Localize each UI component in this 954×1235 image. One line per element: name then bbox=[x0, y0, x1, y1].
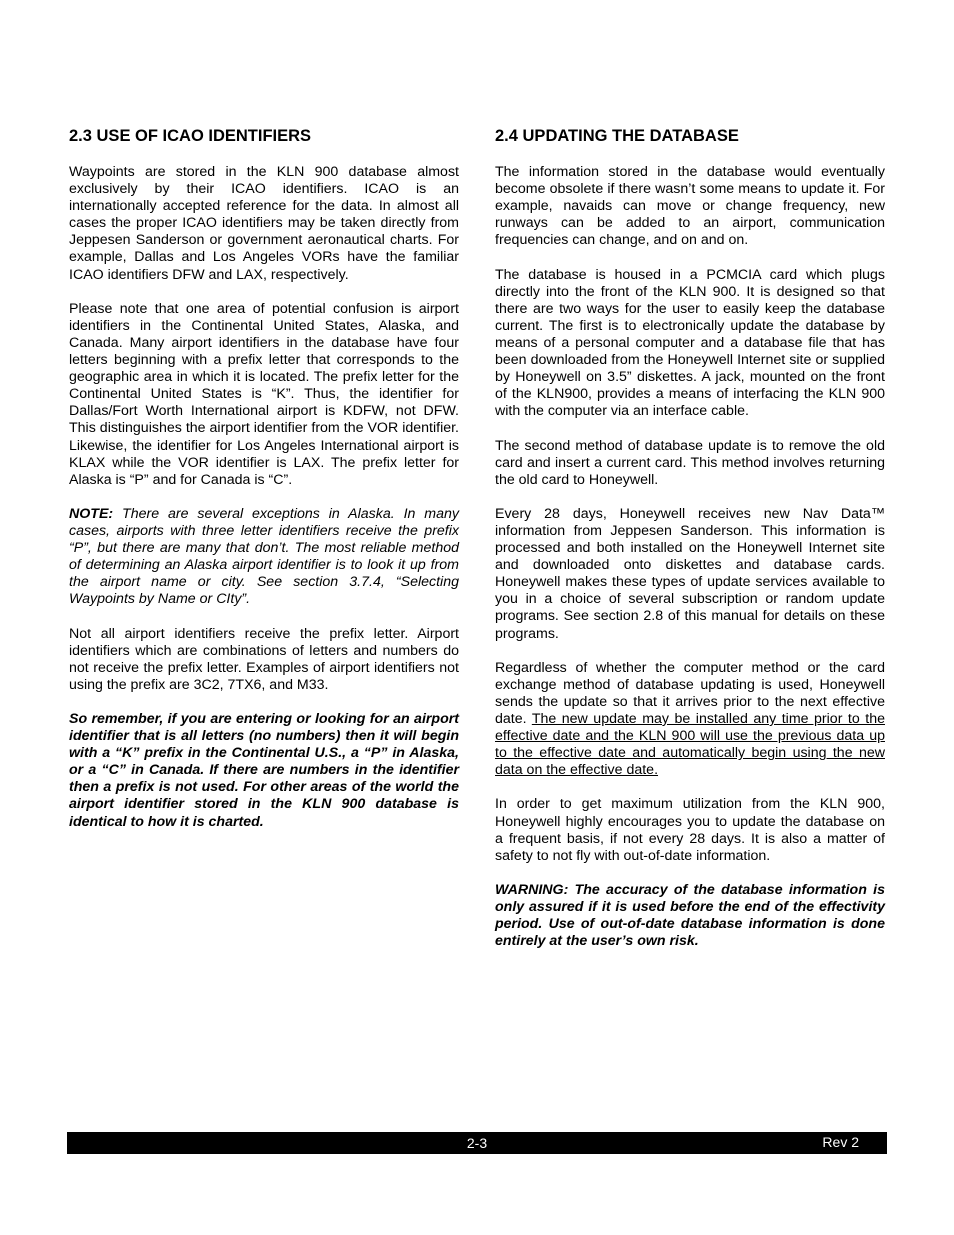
paragraph bbox=[495, 660, 885, 780]
section-heading-database: 2.4 UPDATING THE DATABASE bbox=[495, 127, 739, 145]
update-underlined-text: The new update may be installed any time prior to the effective date and the KLN 900 will use the previous data up to the effective date and automatically begin using the new data on the effective date. bbox=[495, 711, 885, 779]
warning-paragraph: WARNING: The accuracy of the database information is only assured if it is used before the end of the effectivity period. Use of out-of-date database information is done entirely at the user’s own risk. bbox=[495, 881, 885, 950]
paragraph: Waypoints are stored in the KLN 900 database almost exclusively by their ICAO identifiers. ICAO is an internationally accepted reference for the data. In almost all cases the proper ICAO identifiers may be taken directly from Jeppesen Sanderson or government aeronautical charts. For example, Dallas and Los Angeles VORs have the familiar ICAO identifiers DFW and LAX, respectively. bbox=[69, 164, 459, 283]
paragraph: Every 28 days, Honeywell receives new Nav Data™ information from Jeppesen Sanderson. This information is processed and both installed on the Honeywell Internet site and downloaded onto diskettes and database cards. Honeywell makes these types of update services available to you in a choice of several subscription or random update programs. See section 2.8 of this manual for details on these programs. bbox=[495, 505, 885, 642]
update-plain-text: Regardless of whether the computer method or the card exchange method of database updating is used, Honeywell sends the update so that it arrives prior to the next effective date. bbox=[495, 659, 885, 727]
footer-bar bbox=[67, 1132, 887, 1154]
paragraph: Not all airport identifiers receive the prefix letter. Airport identifiers which are combinations of letters and numbers do not receive the prefix letter. Examples of airport identifiers not using the prefix are 3C2, 7TX6, and M33. bbox=[69, 625, 459, 693]
right-column bbox=[495, 126, 885, 967]
revision-label: Rev 2 bbox=[822, 1134, 859, 1150]
paragraph: The information stored in the database would eventually become obsolete if there wasn’t some means to update it. For example, navaids can move or change frequency, new runways can be added to an airport, communication frequencies can change, and on and on. bbox=[495, 164, 885, 249]
paragraph: The second method of database update is to remove the old card and insert a current card. This method involves returning the old card to Honeywell. bbox=[495, 437, 885, 488]
page-number: 2-3 bbox=[466, 1135, 488, 1151]
emphasis-paragraph: So remember, if you are entering or looking for an airport identifier that is all letters (no numbers) then it will begin with a “K” prefix in the Continental U.S., a “P” in Alaska, or a “C” in Canada. If there are numbers in the identifier then a prefix is not used. For other areas of the world the airport identifier stored in the KLN 900 database is identical to how it is charted. bbox=[69, 711, 459, 830]
note-text: There are several exceptions in Alaska. In many cases, airports with three letter identifiers receive the prefix “P”, but there are many that don’t. The most reliable method of determining an Alaska airport identifier is to look it up from the airport name or city. See section 3.7.4, “Selecting Waypoints by Name or CIty”. bbox=[69, 505, 459, 608]
paragraph: In order to get maximum utilization from the KLN 900, Honeywell highly encourages you to update the database on a frequent basis, if not every 28 days. It is also a matter of safety to not fly with out-of-date information. bbox=[495, 796, 885, 864]
section-heading-icao: 2.3 USE OF ICAO IDENTIFIERS bbox=[69, 127, 312, 145]
note-paragraph bbox=[69, 506, 459, 609]
note-label: NOTE: bbox=[69, 505, 114, 522]
paragraph: Please note that one area of potential confusion is airport identifiers in the Continental United States, Alaska, and Canada. Many airport identifiers in the database have four letters beginning with a prefix letter that corresponds to the geographic area in which it is located. The prefix letter for the Continental United States is “K”. Thus, the identifier for Dallas/Fort Worth International airport is KDFW, not DFW. This distinguishes the airport identifier from the VOR identifier. Likewise, the identifier for Los Angeles International airport is KLAX while the VOR identifier is LAX. The prefix letter for Alaska is “P” and for Canada is “C”. bbox=[69, 300, 459, 488]
paragraph: The database is housed in a PCMCIA card which plugs directly into the front of the KLN 900. It is designed so that there are two ways for the user to easily keep the database current. The first is to electronically update the database by means of a personal computer and a database file that has been downloaded from the Honeywell Internet site or supplied by Honeywell on 3.5” diskettes. A jack, mounted on the front of the KLN900, provides a means of interfacing the KLN 900 with the computer via an interface cable. bbox=[495, 266, 885, 420]
left-column bbox=[69, 126, 459, 848]
